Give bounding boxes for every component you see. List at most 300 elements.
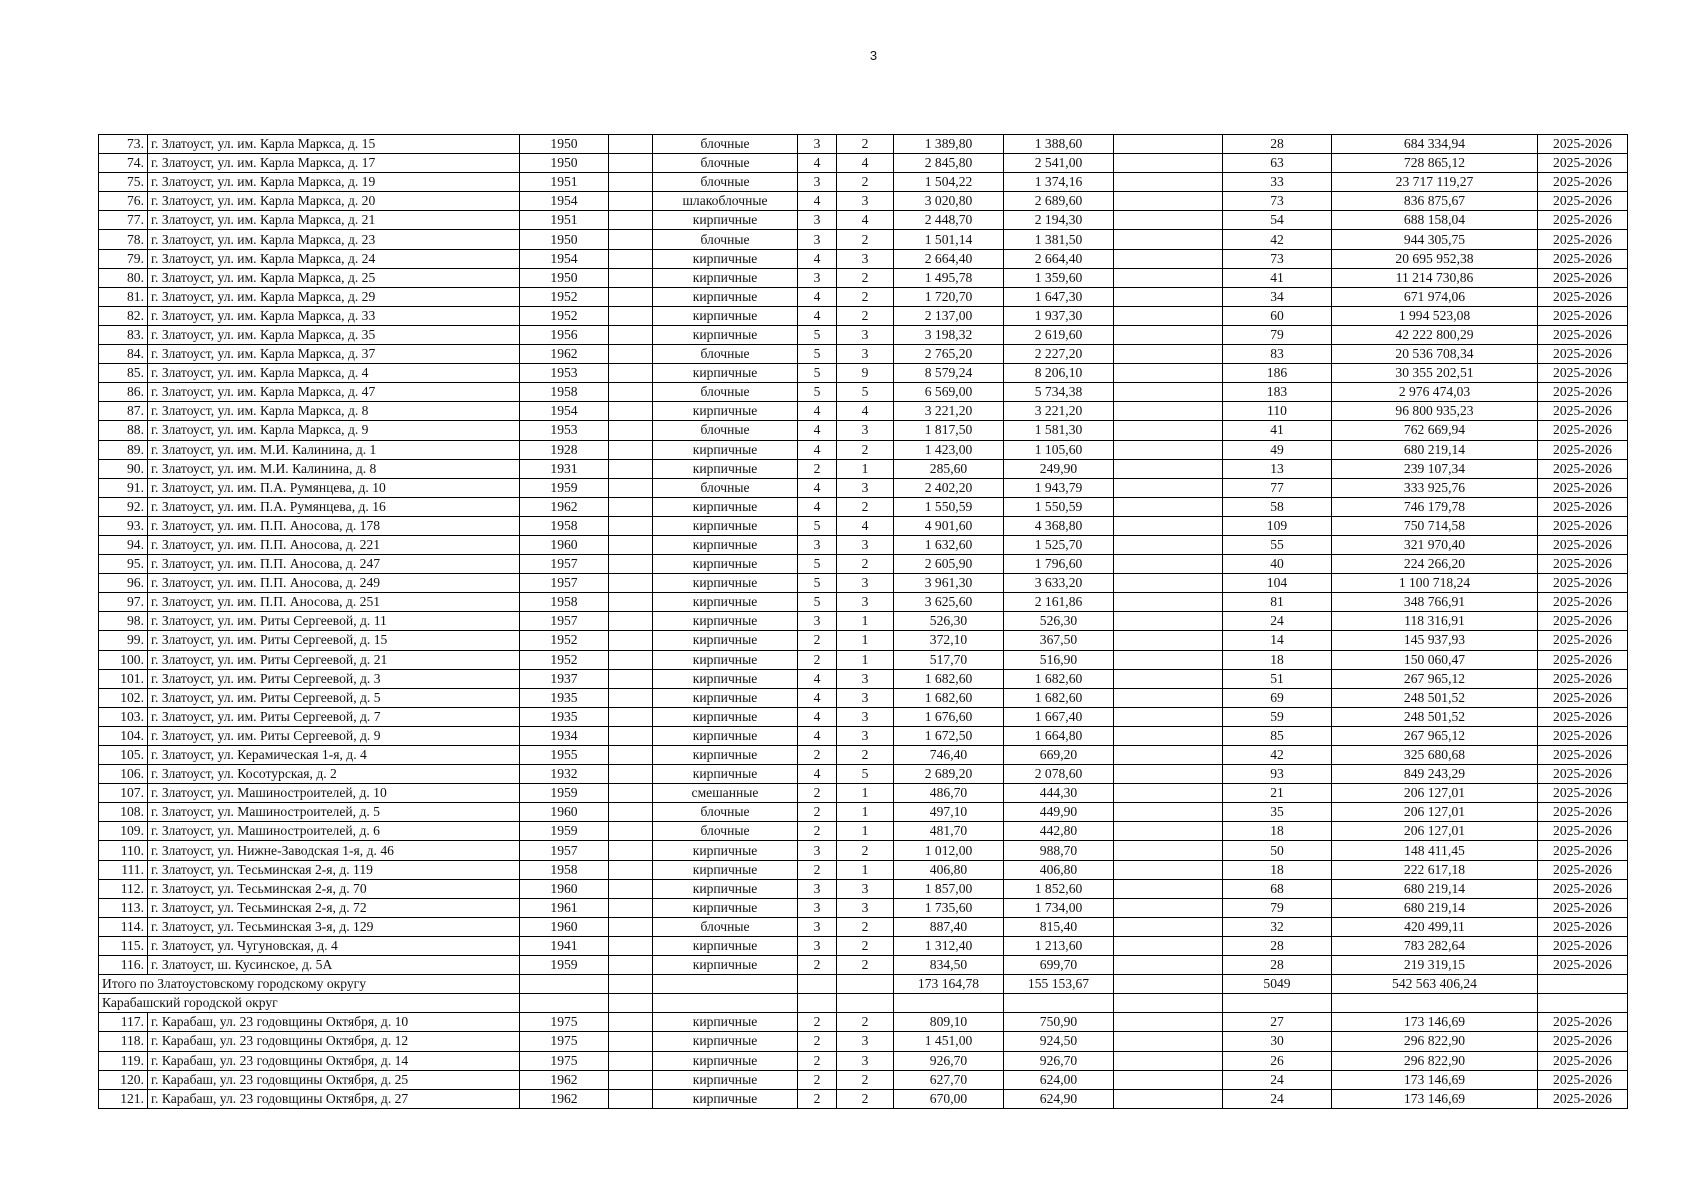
- empty-cell: [609, 535, 653, 554]
- total-area-cell: 2 845,80: [894, 154, 1004, 173]
- floors-cell: 2: [798, 1032, 837, 1051]
- entrances-cell: 3: [837, 898, 894, 917]
- residents-cell: 28: [1223, 956, 1332, 975]
- wall-material-cell: блочные: [653, 478, 798, 497]
- entrances-cell: 3: [837, 707, 894, 726]
- empty-cell: [609, 192, 653, 211]
- empty-cell: [609, 211, 653, 230]
- empty-cell: [837, 975, 894, 994]
- address-cell: г. Златоуст, ул. им. Риты Сергеевой, д. 11: [148, 612, 520, 631]
- row-number: 84.: [99, 345, 148, 364]
- row-number: 101.: [99, 669, 148, 688]
- row-number: 93.: [99, 516, 148, 535]
- empty-cell: [1114, 268, 1223, 287]
- year-cell: 1931: [520, 459, 609, 478]
- cost-cell: 248 501,52: [1332, 707, 1538, 726]
- floors-cell: 3: [798, 841, 837, 860]
- cost-cell: 145 937,93: [1332, 631, 1538, 650]
- residents-cell: 79: [1223, 898, 1332, 917]
- wall-material-cell: кирпичные: [653, 765, 798, 784]
- entrances-cell: 2: [837, 497, 894, 516]
- floors-cell: 5: [798, 325, 837, 344]
- empty-cell: [609, 478, 653, 497]
- period-cell: 2025-2026: [1538, 956, 1628, 975]
- empty-cell: [1114, 841, 1223, 860]
- floors-cell: 2: [798, 1013, 837, 1032]
- table-row: [99, 1013, 1628, 1032]
- row-number: 87.: [99, 402, 148, 421]
- empty-cell: [1114, 746, 1223, 765]
- table-row: [99, 765, 1628, 784]
- row-number: 83.: [99, 325, 148, 344]
- living-area-cell: 3 633,20: [1004, 574, 1114, 593]
- address-cell: г. Златоуст, ул. им. Карла Маркса, д. 4: [148, 364, 520, 383]
- living-area-cell: 4 368,80: [1004, 516, 1114, 535]
- row-number: 104.: [99, 726, 148, 745]
- living-area-cell: 2 619,60: [1004, 325, 1114, 344]
- housing-registry-table: [98, 134, 1628, 1109]
- living-area-cell: 699,70: [1004, 956, 1114, 975]
- cost-cell: 173 146,69: [1332, 1013, 1538, 1032]
- cost-cell: 296 822,90: [1332, 1032, 1538, 1051]
- address-cell: г. Златоуст, ул. им. Карла Маркса, д. 24: [148, 249, 520, 268]
- address-cell: г. Златоуст, ул. им. Риты Сергеевой, д. 21: [148, 650, 520, 669]
- cost-cell: 20 695 952,38: [1332, 249, 1538, 268]
- period-cell: 2025-2026: [1538, 784, 1628, 803]
- period-cell: 2025-2026: [1538, 898, 1628, 917]
- row-number: 95.: [99, 555, 148, 574]
- total-area-cell: 2 402,20: [894, 478, 1004, 497]
- living-area-cell: 750,90: [1004, 1013, 1114, 1032]
- wall-material-cell: кирпичные: [653, 1013, 798, 1032]
- wall-material-cell: кирпичные: [653, 364, 798, 383]
- year-cell: 1962: [520, 1070, 609, 1089]
- total-area-cell: 746,40: [894, 746, 1004, 765]
- empty-cell: [609, 364, 653, 383]
- cost-cell: 671 974,06: [1332, 287, 1538, 306]
- total-area-cell: 497,10: [894, 803, 1004, 822]
- wall-material-cell: кирпичные: [653, 860, 798, 879]
- cost-cell: 746 179,78: [1332, 497, 1538, 516]
- section-header-row: [99, 994, 1628, 1013]
- total-area-cell: 3 020,80: [894, 192, 1004, 211]
- period-cell: 2025-2026: [1538, 669, 1628, 688]
- empty-cell: [609, 860, 653, 879]
- empty-cell: [1114, 612, 1223, 631]
- empty-cell: [609, 287, 653, 306]
- table-row: [99, 173, 1628, 192]
- empty-cell: [609, 1051, 653, 1070]
- year-cell: 1962: [520, 345, 609, 364]
- residents-cell: 58: [1223, 497, 1332, 516]
- row-number: 117.: [99, 1013, 148, 1032]
- cost-cell: 348 766,91: [1332, 593, 1538, 612]
- empty-cell: [609, 402, 653, 421]
- address-cell: г. Златоуст, ул. им. Карла Маркса, д. 33: [148, 306, 520, 325]
- floors-cell: 5: [798, 383, 837, 402]
- total-area-cell: 809,10: [894, 1013, 1004, 1032]
- wall-material-cell: блочные: [653, 803, 798, 822]
- period-cell: 2025-2026: [1538, 192, 1628, 211]
- cost-cell: 42 222 800,29: [1332, 325, 1538, 344]
- row-number: 98.: [99, 612, 148, 631]
- wall-material-cell: кирпичные: [653, 650, 798, 669]
- living-area-cell: 3 221,20: [1004, 402, 1114, 421]
- period-cell: 2025-2026: [1538, 1032, 1628, 1051]
- year-cell: 1950: [520, 230, 609, 249]
- entrances-cell: 2: [837, 173, 894, 192]
- empty-cell: [1538, 994, 1628, 1013]
- residents-cell: 34: [1223, 287, 1332, 306]
- residents-cell: 83: [1223, 345, 1332, 364]
- empty-cell: [609, 574, 653, 593]
- empty-cell: [609, 1032, 653, 1051]
- wall-material-cell: кирпичные: [653, 707, 798, 726]
- floors-cell: 2: [798, 803, 837, 822]
- address-cell: г. Златоуст, ул. им. М.И. Калинина, д. 1: [148, 440, 520, 459]
- period-cell: 2025-2026: [1538, 555, 1628, 574]
- wall-material-cell: кирпичные: [653, 956, 798, 975]
- table-row: [99, 707, 1628, 726]
- wall-material-cell: блочные: [653, 230, 798, 249]
- table-row: [99, 364, 1628, 383]
- residents-cell: 28: [1223, 135, 1332, 154]
- entrances-cell: 3: [837, 249, 894, 268]
- living-area-cell: 1 796,60: [1004, 555, 1114, 574]
- empty-cell: [1114, 765, 1223, 784]
- cost-cell: 296 822,90: [1332, 1051, 1538, 1070]
- total-area-cell: 1 312,40: [894, 936, 1004, 955]
- table-row: [99, 135, 1628, 154]
- wall-material-cell: кирпичные: [653, 841, 798, 860]
- wall-material-cell: кирпичные: [653, 746, 798, 765]
- empty-cell: [609, 497, 653, 516]
- year-cell: 1959: [520, 784, 609, 803]
- cost-cell: 173 146,69: [1332, 1089, 1538, 1108]
- row-number: 76.: [99, 192, 148, 211]
- floors-cell: 5: [798, 516, 837, 535]
- living-area-cell: 155 153,67: [1004, 975, 1114, 994]
- total-area-cell: 1 817,50: [894, 421, 1004, 440]
- year-cell: 1932: [520, 765, 609, 784]
- table-row: [99, 345, 1628, 364]
- living-area-cell: 2 227,20: [1004, 345, 1114, 364]
- entrances-cell: 2: [837, 746, 894, 765]
- residents-cell: 81: [1223, 593, 1332, 612]
- residents-cell: 21: [1223, 784, 1332, 803]
- table-row: [99, 669, 1628, 688]
- entrances-cell: 3: [837, 574, 894, 593]
- empty-cell: [1114, 555, 1223, 574]
- entrances-cell: 1: [837, 803, 894, 822]
- entrances-cell: 2: [837, 287, 894, 306]
- residents-cell: 33: [1223, 173, 1332, 192]
- living-area-cell: 1 647,30: [1004, 287, 1114, 306]
- empty-cell: [609, 631, 653, 650]
- empty-cell: [1114, 325, 1223, 344]
- entrances-cell: 3: [837, 1051, 894, 1070]
- table-row: [99, 1051, 1628, 1070]
- floors-cell: 4: [798, 688, 837, 707]
- living-area-cell: 669,20: [1004, 746, 1114, 765]
- address-cell: г. Златоуст, ул. им. П.П. Аносова, д. 251: [148, 593, 520, 612]
- period-cell: 2025-2026: [1538, 135, 1628, 154]
- row-number: 77.: [99, 211, 148, 230]
- living-area-cell: 2 078,60: [1004, 765, 1114, 784]
- empty-cell: [520, 994, 609, 1013]
- living-area-cell: 2 541,00: [1004, 154, 1114, 173]
- row-number: 102.: [99, 688, 148, 707]
- table-row: [99, 535, 1628, 554]
- wall-material-cell: кирпичные: [653, 516, 798, 535]
- wall-material-cell: кирпичные: [653, 936, 798, 955]
- period-cell: 2025-2026: [1538, 459, 1628, 478]
- year-cell: 1957: [520, 555, 609, 574]
- cost-cell: 206 127,01: [1332, 803, 1538, 822]
- address-cell: г. Златоуст, ул. Тесьминская 3-я, д. 129: [148, 917, 520, 936]
- period-cell: 2025-2026: [1538, 765, 1628, 784]
- table-row: [99, 440, 1628, 459]
- empty-cell: [609, 440, 653, 459]
- row-number: 118.: [99, 1032, 148, 1051]
- entrances-cell: 5: [837, 383, 894, 402]
- floors-cell: 4: [798, 421, 837, 440]
- table-row: [99, 688, 1628, 707]
- entrances-cell: 2: [837, 268, 894, 287]
- empty-cell: [609, 822, 653, 841]
- empty-cell: [609, 726, 653, 745]
- period-cell: 2025-2026: [1538, 440, 1628, 459]
- entrances-cell: 3: [837, 345, 894, 364]
- residents-cell: 49: [1223, 440, 1332, 459]
- living-area-cell: 1 667,40: [1004, 707, 1114, 726]
- floors-cell: 3: [798, 173, 837, 192]
- wall-material-cell: кирпичные: [653, 402, 798, 421]
- row-number: 100.: [99, 650, 148, 669]
- wall-material-cell: кирпичные: [653, 574, 798, 593]
- year-cell: 1955: [520, 746, 609, 765]
- floors-cell: 4: [798, 707, 837, 726]
- floors-cell: 2: [798, 746, 837, 765]
- floors-cell: 3: [798, 917, 837, 936]
- cost-cell: 206 127,01: [1332, 784, 1538, 803]
- wall-material-cell: кирпичные: [653, 1070, 798, 1089]
- empty-cell: [609, 612, 653, 631]
- floors-cell: 2: [798, 822, 837, 841]
- empty-cell: [1114, 306, 1223, 325]
- residents-cell: 77: [1223, 478, 1332, 497]
- empty-cell: [609, 650, 653, 669]
- residents-cell: 54: [1223, 211, 1332, 230]
- wall-material-cell: блочные: [653, 383, 798, 402]
- entrances-cell: 4: [837, 402, 894, 421]
- empty-cell: [609, 917, 653, 936]
- empty-cell: [1114, 249, 1223, 268]
- empty-cell: [609, 803, 653, 822]
- living-area-cell: 1 682,60: [1004, 669, 1114, 688]
- cost-cell: 321 970,40: [1332, 535, 1538, 554]
- empty-cell: [1114, 860, 1223, 879]
- period-cell: 2025-2026: [1538, 306, 1628, 325]
- entrances-cell: 2: [837, 936, 894, 955]
- empty-cell: [1114, 707, 1223, 726]
- total-area-cell: 2 448,70: [894, 211, 1004, 230]
- table-row: [99, 1089, 1628, 1108]
- year-cell: 1937: [520, 669, 609, 688]
- empty-cell: [609, 898, 653, 917]
- cost-cell: 267 965,12: [1332, 726, 1538, 745]
- wall-material-cell: кирпичные: [653, 249, 798, 268]
- entrances-cell: 3: [837, 478, 894, 497]
- period-cell: 2025-2026: [1538, 1051, 1628, 1070]
- cost-cell: 206 127,01: [1332, 822, 1538, 841]
- period-cell: 2025-2026: [1538, 325, 1628, 344]
- row-number: 73.: [99, 135, 148, 154]
- year-cell: 1958: [520, 516, 609, 535]
- year-cell: 1941: [520, 936, 609, 955]
- entrances-cell: 2: [837, 917, 894, 936]
- living-area-cell: 5 734,38: [1004, 383, 1114, 402]
- period-cell: 2025-2026: [1538, 497, 1628, 516]
- total-area-cell: 481,70: [894, 822, 1004, 841]
- row-number: 116.: [99, 956, 148, 975]
- wall-material-cell: кирпичные: [653, 306, 798, 325]
- residents-cell: 13: [1223, 459, 1332, 478]
- wall-material-cell: кирпичные: [653, 211, 798, 230]
- empty-cell: [609, 459, 653, 478]
- total-area-cell: 1 682,60: [894, 669, 1004, 688]
- year-cell: 1951: [520, 173, 609, 192]
- row-number: 113.: [99, 898, 148, 917]
- address-cell: г. Златоуст, ул. им. Карла Маркса, д. 25: [148, 268, 520, 287]
- empty-cell: [609, 516, 653, 535]
- row-number: 85.: [99, 364, 148, 383]
- row-number: 74.: [99, 154, 148, 173]
- address-cell: г. Златоуст, ул. Тесьминская 2-я, д. 70: [148, 879, 520, 898]
- wall-material-cell: кирпичные: [653, 1032, 798, 1051]
- empty-cell: [1114, 650, 1223, 669]
- living-area-cell: 988,70: [1004, 841, 1114, 860]
- cost-cell: 30 355 202,51: [1332, 364, 1538, 383]
- residents-cell: 28: [1223, 936, 1332, 955]
- cost-cell: 836 875,67: [1332, 192, 1538, 211]
- living-area-cell: 1 388,60: [1004, 135, 1114, 154]
- year-cell: 1952: [520, 650, 609, 669]
- entrances-cell: 9: [837, 364, 894, 383]
- year-cell: 1950: [520, 154, 609, 173]
- year-cell: 1961: [520, 898, 609, 917]
- total-area-cell: 926,70: [894, 1051, 1004, 1070]
- address-cell: г. Златоуст, ул. им. Риты Сергеевой, д. 3: [148, 669, 520, 688]
- table-row: [99, 306, 1628, 325]
- address-cell: г. Златоуст, ул. им. Карла Маркса, д. 21: [148, 211, 520, 230]
- period-cell: 2025-2026: [1538, 1070, 1628, 1089]
- cost-cell: 542 563 406,24: [1332, 975, 1538, 994]
- row-number: 110.: [99, 841, 148, 860]
- empty-cell: [1114, 1089, 1223, 1108]
- table-row: [99, 1032, 1628, 1051]
- cost-cell: 248 501,52: [1332, 688, 1538, 707]
- entrances-cell: 3: [837, 726, 894, 745]
- floors-cell: 3: [798, 612, 837, 631]
- total-area-cell: 1 495,78: [894, 268, 1004, 287]
- total-area-cell: 1 632,60: [894, 535, 1004, 554]
- floors-cell: 4: [798, 306, 837, 325]
- residents-cell: 73: [1223, 192, 1332, 211]
- wall-material-cell: кирпичные: [653, 555, 798, 574]
- cost-cell: 680 219,14: [1332, 898, 1538, 917]
- empty-cell: [1114, 669, 1223, 688]
- total-area-cell: 1 451,00: [894, 1032, 1004, 1051]
- address-cell: г. Златоуст, ул. им. П.А. Румянцева, д. 10: [148, 478, 520, 497]
- year-cell: 1952: [520, 631, 609, 650]
- cost-cell: 173 146,69: [1332, 1070, 1538, 1089]
- row-number: 108.: [99, 803, 148, 822]
- row-number: 94.: [99, 535, 148, 554]
- total-area-cell: 486,70: [894, 784, 1004, 803]
- residents-cell: 27: [1223, 1013, 1332, 1032]
- period-cell: 2025-2026: [1538, 860, 1628, 879]
- period-cell: 2025-2026: [1538, 841, 1628, 860]
- entrances-cell: 1: [837, 650, 894, 669]
- empty-cell: [609, 841, 653, 860]
- total-area-cell: 2 137,00: [894, 306, 1004, 325]
- empty-cell: [1114, 593, 1223, 612]
- year-cell: 1953: [520, 421, 609, 440]
- total-area-cell: 2 605,90: [894, 555, 1004, 574]
- residents-cell: 55: [1223, 535, 1332, 554]
- floors-cell: 3: [798, 879, 837, 898]
- total-area-cell: 1 735,60: [894, 898, 1004, 917]
- wall-material-cell: блочные: [653, 173, 798, 192]
- floors-cell: 2: [798, 1089, 837, 1108]
- year-cell: 1959: [520, 822, 609, 841]
- empty-cell: [609, 325, 653, 344]
- empty-cell: [609, 784, 653, 803]
- empty-cell: [609, 306, 653, 325]
- row-number: 97.: [99, 593, 148, 612]
- address-cell: г. Златоуст, ул. им. Карла Маркса, д. 19: [148, 173, 520, 192]
- floors-cell: 4: [798, 402, 837, 421]
- row-number: 119.: [99, 1051, 148, 1070]
- address-cell: г. Златоуст, ул. Нижне-Заводская 1-я, д. 46: [148, 841, 520, 860]
- total-area-cell: 3 625,60: [894, 593, 1004, 612]
- year-cell: 1950: [520, 268, 609, 287]
- floors-cell: 5: [798, 345, 837, 364]
- total-row: [99, 975, 1628, 994]
- entrances-cell: 5: [837, 765, 894, 784]
- floors-cell: 4: [798, 154, 837, 173]
- residents-cell: 59: [1223, 707, 1332, 726]
- address-cell: г. Златоуст, ул. Косотурская, д. 2: [148, 765, 520, 784]
- empty-cell: [609, 249, 653, 268]
- total-area-cell: 1 012,00: [894, 841, 1004, 860]
- year-cell: 1950: [520, 135, 609, 154]
- floors-cell: 5: [798, 364, 837, 383]
- address-cell: г. Златоуст, ул. Тесьминская 2-я, д. 119: [148, 860, 520, 879]
- empty-cell: [1114, 402, 1223, 421]
- row-number: 109.: [99, 822, 148, 841]
- row-number: 99.: [99, 631, 148, 650]
- entrances-cell: 3: [837, 688, 894, 707]
- table-row: [99, 917, 1628, 936]
- residents-cell: 183: [1223, 383, 1332, 402]
- residents-cell: 109: [1223, 516, 1332, 535]
- table-row: [99, 230, 1628, 249]
- wall-material-cell: кирпичные: [653, 535, 798, 554]
- residents-cell: 50: [1223, 841, 1332, 860]
- empty-cell: [609, 688, 653, 707]
